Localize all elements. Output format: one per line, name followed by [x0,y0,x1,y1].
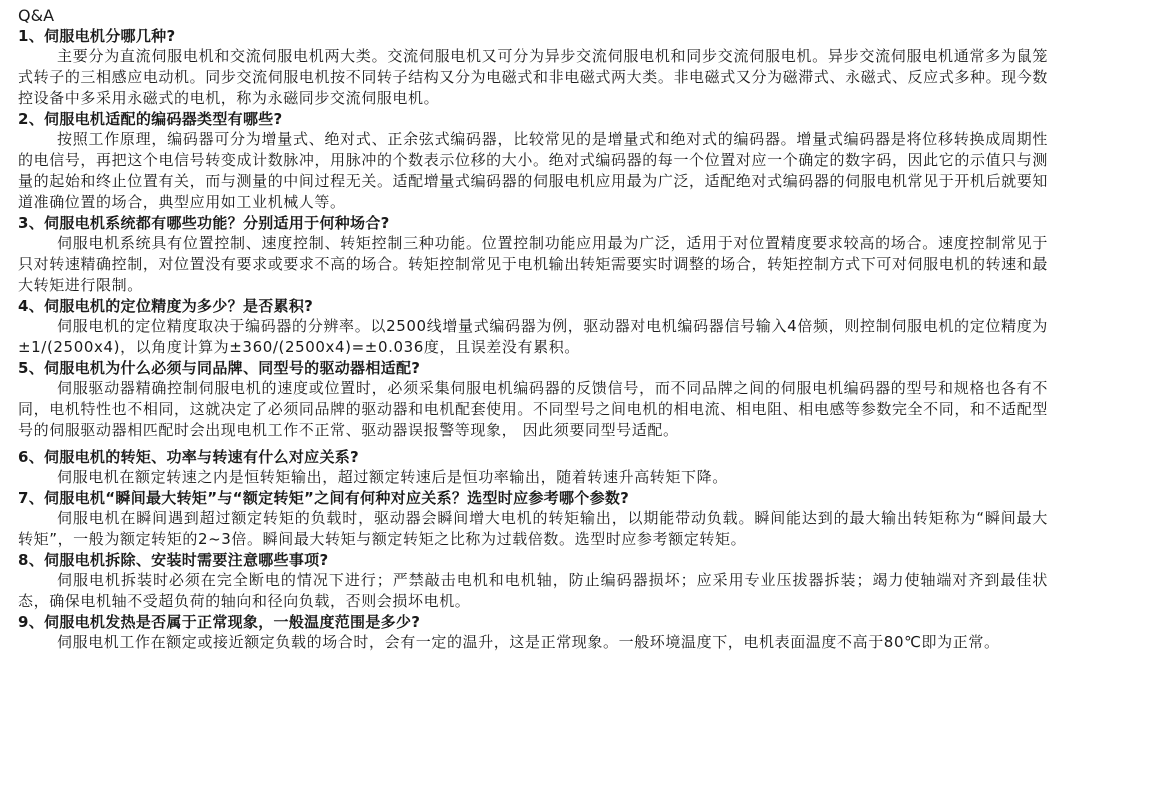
qa-item-5 [18,358,1048,441]
qa-item-2 [18,109,1048,213]
answer-4: 伺服电机的定位精度取决于编码器的分辨率。以2500线增量式编码器为例，驱动器对电机编码器信号输入4倍频，则控制伺服电机的定位精度为±1/(2500x4)，以角度计算为±360/(2500x4)=±0.036度，且误差没有累积。 [18,317,1048,356]
question-1: 1、伺服电机分哪几种? [18,27,176,45]
answer-3: 伺服电机系统具有位置控制、速度控制、转矩控制三种功能。位置控制功能应用最为广泛，适用于对位置精度要求较高的场合。速度控制常见于只对转速精确控制，对位置没有要求或要求不高的场合。转矩控制常见于电机输出转矩需要实时调整的场合，转矩控制方式下可对伺服电机的转速和最大转矩进行限制。 [18,234,1048,294]
qa-document [18,6,1048,653]
answer-7: 伺服电机在瞬间遇到超过额定转矩的负载时，驱动器会瞬间增大电机的转矩输出，以期能带动负载。瞬间能达到的最大输出转矩称为“瞬间最大转矩”，一般为额定转矩的2~3倍。瞬间最大转矩与额定转矩之比称为过载倍数。选型时应参考额定转矩。 [18,509,1048,548]
qa-item-7 [18,488,1048,550]
question-3: 3、伺服电机系统都有哪些功能？分别适用于何种场合? [18,214,390,232]
qa-item-9 [18,612,1048,653]
qa-item-1 [18,26,1048,109]
question-4: 4、伺服电机的定位精度为多少？是否累积? [18,297,314,315]
answer-1: 主要分为直流伺服电机和交流伺服电机两大类。交流伺服电机又可分为异步交流伺服电机和同步交流伺服电机。异步交流伺服电机通常多为鼠笼式转子的三相感应电动机。同步交流伺服电机按不同转子结构又分为电磁式和非电磁式两大类。非电磁式又分为磁滞式、永磁式、反应式多种。现今数控设备中多采用永磁式的电机，称为永磁同步交流伺服电机。 [18,47,1048,107]
question-6: 6、伺服电机的转矩、功率与转速有什么对应关系? [18,448,360,466]
answer-2: 按照工作原理，编码器可分为增量式、绝对式、正余弦式编码器，比较常见的是增量式和绝对式的编码器。增量式编码器是将位移转换成周期性的电信号，再把这个电信号转变成计数脉冲，用脉冲的个数表示位移的大小。绝对式编码器的每一个位置对应一个确定的数字码，因此它的示值只与测量的起始和终止位置有关，而与测量的中间过程无关。适配增量式编码器的伺服电机应用最为广泛，适配绝对式编码器的伺服电机常见于开机后就要知道准确位置的场合，典型应用如工业机械人等。 [18,130,1048,211]
question-7: 7、伺服电机“瞬间最大转矩”与“额定转矩”之间有何种对应关系？选型时应参考哪个参数? [18,489,630,507]
qa-item-3 [18,213,1048,296]
answer-5: 伺服驱动器精确控制伺服电机的速度或位置时，必须采集伺服电机编码器的反馈信号，而不同品牌之间的伺服电机编码器的型号和规格也各有不同，电机特性也不相同，这就决定了必须同品牌的驱动器和电机配套使用。不同型号之间电机的相电流、相电阻、相电感等参数完全不同，和不适配型号的伺服驱动器相匹配时会出现电机工作不正常、驱动器误报警等现象， 因此须要同型号适配。 [18,379,1048,439]
answer-8: 伺服电机拆装时必须在完全断电的情况下进行；严禁敲击电机和电机轴，防止编码器损坏；应采用专业压拔器拆装；竭力使轴端对齐到最佳状态，确保电机轴不受超负荷的轴向和径向负载，否则会损坏电机。 [18,571,1048,610]
qa-item-6 [18,447,1048,488]
answer-6: 伺服电机在额定转速之内是恒转矩输出，超过额定转速后是恒功率输出，随着转速升高转矩下降。 [57,468,728,486]
document-title: Q&A [18,6,55,25]
question-9: 9、伺服电机发热是否属于正常现象，一般温度范围是多少? [18,613,421,631]
question-2: 2、伺服电机适配的编码器类型有哪些? [18,110,283,128]
question-8: 8、伺服电机拆除、安装时需要注意哪些事项? [18,551,329,569]
qa-item-4 [18,296,1048,358]
qa-item-8 [18,550,1048,612]
question-5: 5、伺服电机为什么必须与同品牌、同型号的驱动器相适配? [18,359,421,377]
answer-9: 伺服电机工作在额定或接近额定负载的场合时，会有一定的温升，这是正常现象。一般环境温度下，电机表面温度不高于80℃即为正常。 [57,633,1000,651]
